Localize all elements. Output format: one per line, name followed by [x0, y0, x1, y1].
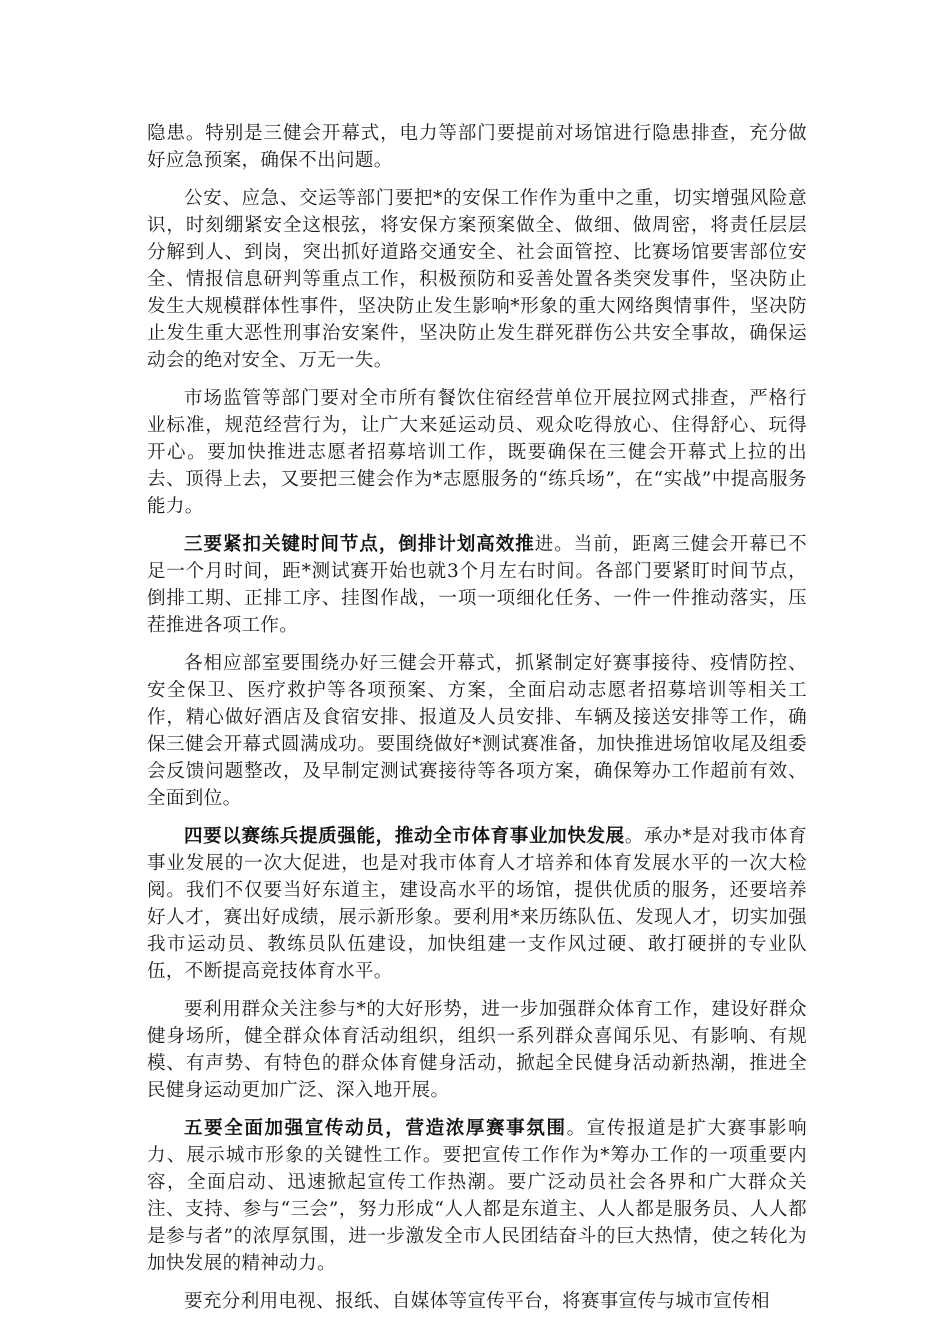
section-heading-paragraph: [147, 1115, 807, 1277]
paragraph-text: 进。当前，距离三健会开幕已不足一个月时间，距*测试赛开始也就3个月左右时间。各部门要紧盯时间节点，倒排工期、正排工序、挂图作战，一项一项细化任务、一件一件推动落实，压茬推进各项工作。: [147, 534, 807, 636]
paragraph: [147, 1288, 807, 1315]
section-heading: 四要以赛练兵提质强能，推动全市体育事业加快发展: [184, 826, 625, 847]
paragraph: [147, 185, 807, 374]
paragraph-text: 要利用群众关注参与*的大好形势，进一步加强群众体育工作，建设好群众健身场所，健全群众体育活动组织，组织一系列群众喜闻乐见、有影响、有规模、有声势、有特色的群众体育健身活动，掀起全民健身活动新热潮，推进全民健身运动更加广泛、深入地开展。: [147, 999, 807, 1101]
paragraph: [147, 120, 807, 174]
paragraph-text: 隐患。特别是三健会开幕式，电力等部门要提前对场馆进行隐患排查，充分做好应急预案，确保不出问题。: [147, 123, 807, 171]
paragraph-text: 。宣传报道是扩大赛事影响力、展示城市形象的关键性工作。要把宣传工作作为*筹办工作的一项重要内容，全面启动、迅速掀起宣传工作热潮。要广泛动员社会各界和广大群众关注、支持、参与“三会”，努力形成“人人都是东道主、人人都是服务员、人人都是参与者”的浓厚氛围，进一步激发全市人民团结奋斗的巨大热情，使之转化为加快发展的精神动力。: [147, 1118, 807, 1274]
document-body: [147, 120, 807, 1326]
section-heading-paragraph: [147, 823, 807, 985]
paragraph: [147, 996, 807, 1104]
paragraph-text: 。承办*是对我市体育事业发展的一次大促进，也是对我市体育人才培养和体育发展水平的一次大检阅。我们不仅要当好东道主，建设高水平的场馆，提供优质的服务，还要培养好人才，赛出好成绩，展示新形象。要利用*来历练队伍、发现人才，切实加强我市运动员、教练员队伍建设，加快组建一支作风过硬、敢打硬拼的专业队伍，不断提高竞技体育水平。: [147, 826, 807, 982]
paragraph-text: 要充分利用电视、报纸、自媒体等宣传平台，将赛事宣传与城市宣传相: [184, 1291, 770, 1312]
paragraph: [147, 385, 807, 520]
section-heading: 五要全面加强宣传动员，营造浓厚赛事氛围: [184, 1118, 567, 1139]
section-heading-paragraph: [147, 531, 807, 639]
paragraph-text: 市场监管等部门要对全市所有餐饮住宿经营单位开展拉网式排查，严格行业标准，规范经营行为，让广大来延运动员、观众吃得放心、住得舒心、玩得开心。要加快推进志愿者招募培训工作，既要确保在三健会开幕式上拉的出去、顶得上去，又要把三健会作为*志愿服务的“练兵场”，在“实战”中提高服务能力。: [147, 388, 807, 517]
paragraph-text: 公安、应急、交运等部门要把*的安保工作作为重中之重，切实增强风险意识，时刻绷紧安全这根弦，将安保方案预案做全、做细、做周密，将责任层层分解到人、到岗，突出抓好道路交通安全、社会面管控、比赛场馆要害部位安全、情报信息研判等重点工作，积极预防和妥善处置各类突发事件，坚决防止发生大规模群体性事件，坚决防止发生影响*形象的重大网络舆情事件，坚决防止发生重大恶性刑事治安案件，坚决防止发生群死群伤公共安全事故，确保运动会的绝对安全、万无一失。: [147, 188, 807, 371]
section-heading: 三要紧扣关键时间节点，倒排计划高效推: [184, 534, 535, 555]
paragraph: [147, 650, 807, 812]
paragraph-text: 各相应部室要围绕办好三健会开幕式，抓紧制定好赛事接待、疫情防控、安全保卫、医疗救护等各项预案、方案，全面启动志愿者招募培训等相关工作，精心做好酒店及食宿安排、报道及人员安排、车辆及接送安排等工作，确保三健会开幕式圆满成功。要围绕做好*测试赛准备，加快推进场馆收尾及组委会反馈问题整改，及早制定测试赛接待等各项方案，确保筹办工作超前有效、全面到位。: [147, 653, 807, 809]
